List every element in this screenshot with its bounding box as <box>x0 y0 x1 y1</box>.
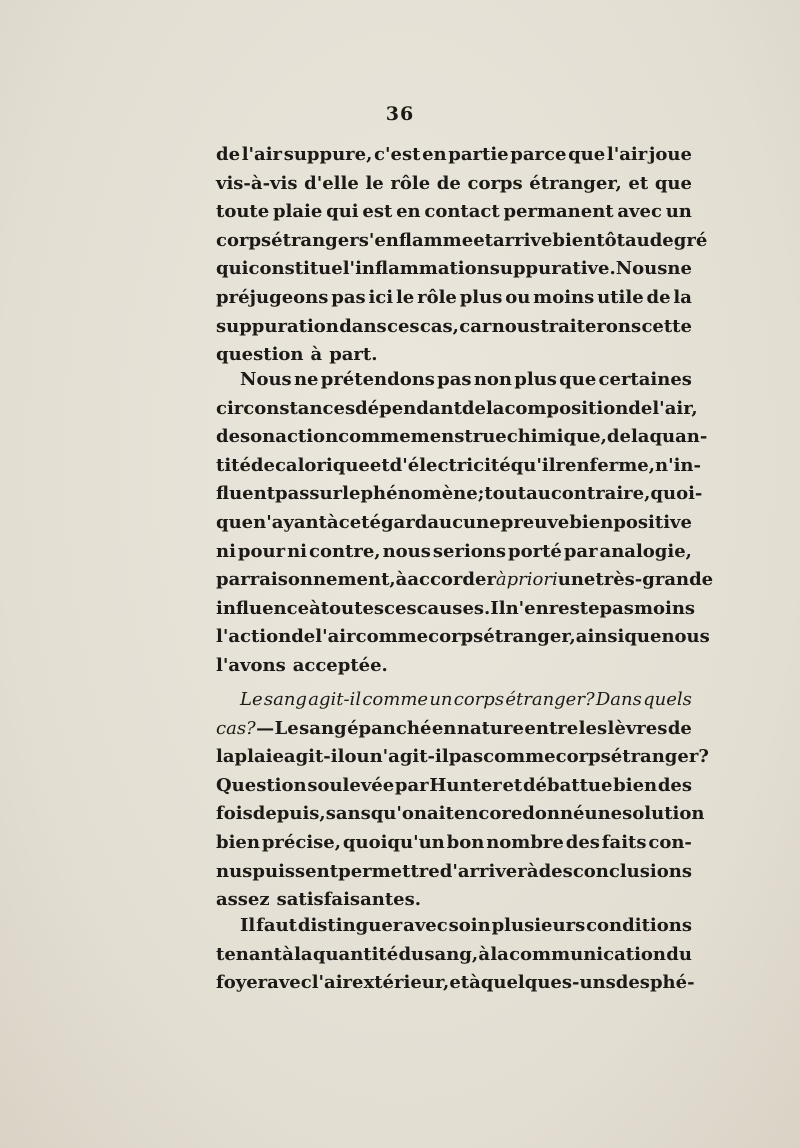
text-line <box>216 715 692 744</box>
word: nous <box>382 540 431 562</box>
word: constitue <box>248 258 343 280</box>
word: en <box>431 717 457 739</box>
word: à <box>478 943 491 965</box>
word: quoi- <box>650 483 703 505</box>
word: sans <box>325 803 371 825</box>
text-line <box>216 313 692 342</box>
word: Nous <box>615 258 668 280</box>
word: avec <box>403 915 448 936</box>
word: nous <box>491 315 541 337</box>
word: que <box>568 144 606 165</box>
text-line <box>216 423 708 452</box>
word: étranger, <box>483 626 576 648</box>
word: corps <box>428 626 484 648</box>
word: moins <box>633 597 696 619</box>
word: de <box>628 397 653 419</box>
text-line <box>216 538 692 567</box>
word: plaie <box>272 201 323 223</box>
word: d'elle <box>304 172 359 194</box>
word: pas <box>448 746 484 768</box>
word: l'inflammation <box>342 258 490 280</box>
word: Hunter <box>429 774 502 796</box>
word: ni <box>216 540 236 562</box>
word: sur <box>309 483 343 505</box>
word: la <box>630 426 650 448</box>
word: tité <box>216 454 251 476</box>
word: bien <box>216 831 260 853</box>
word: la <box>485 397 505 419</box>
text-line <box>216 452 701 481</box>
word: une <box>584 803 623 825</box>
word: porté <box>508 540 562 562</box>
word: rôle <box>417 286 457 308</box>
text-line <box>216 829 692 858</box>
word: de <box>646 286 671 308</box>
word: faits <box>601 831 647 853</box>
word: partie <box>448 144 509 165</box>
word: dépendant <box>355 397 462 419</box>
word: Il <box>240 915 256 936</box>
word: la <box>673 286 692 308</box>
word: avec <box>617 201 662 223</box>
word: précise, <box>261 831 342 853</box>
word: l'action <box>216 626 292 648</box>
text-line <box>216 480 703 509</box>
word: pas <box>331 286 366 308</box>
word: soin <box>448 915 491 936</box>
word: accorder <box>407 569 496 591</box>
word: phé- <box>649 972 695 994</box>
word: un <box>665 201 692 223</box>
text-line <box>216 941 692 970</box>
word: l'air <box>311 972 353 994</box>
word: comme <box>483 746 556 768</box>
word: acceptée. <box>292 654 388 676</box>
word: part. <box>329 344 378 366</box>
text-line <box>216 912 692 941</box>
word: et <box>502 774 523 796</box>
word: de <box>667 717 692 739</box>
word: prétendons <box>320 369 435 390</box>
word: pour <box>237 540 286 562</box>
word: au <box>526 483 551 505</box>
word: Le <box>240 689 263 710</box>
word: reste <box>548 597 600 619</box>
word: n'en <box>505 597 549 619</box>
word: soulevée <box>307 774 395 796</box>
word: comme <box>362 689 429 710</box>
word: que <box>559 369 597 390</box>
word: influence <box>216 597 310 619</box>
paragraph <box>216 912 695 998</box>
word: toutes <box>320 597 385 619</box>
word: serions <box>432 540 507 562</box>
word: préjugeons <box>216 286 329 308</box>
word: permanent <box>503 201 614 223</box>
word: étranger? <box>610 746 709 768</box>
word: chimique, <box>506 426 607 448</box>
word: par <box>216 569 250 591</box>
word: des <box>538 860 573 882</box>
word: conclusions <box>572 860 692 882</box>
word: ne <box>667 258 692 280</box>
word: de <box>461 397 486 419</box>
word: faut <box>256 915 297 936</box>
word: action <box>275 426 339 448</box>
word: foyer <box>216 972 268 994</box>
word: à <box>327 511 339 533</box>
word: quelques-uns <box>480 972 616 994</box>
word: lèvres <box>607 717 668 739</box>
word: qui <box>216 258 249 280</box>
text-line <box>216 969 695 998</box>
word: d'arriver <box>439 860 527 882</box>
word: à <box>309 597 321 619</box>
text-line <box>216 141 692 170</box>
word: fluent <box>216 483 276 505</box>
word: les <box>578 717 608 739</box>
text-line <box>216 227 708 256</box>
word: à <box>310 344 323 366</box>
word: Dans <box>595 689 642 710</box>
word: Le <box>274 717 299 739</box>
word: son <box>240 426 276 448</box>
word: corps <box>467 172 523 194</box>
word: étranger, <box>529 172 622 194</box>
word: du <box>666 943 692 965</box>
word: aucune <box>427 511 501 533</box>
word: nature <box>456 717 524 739</box>
word: bientôt <box>552 229 625 251</box>
word: n'agit-il <box>369 746 449 768</box>
word: ait <box>427 803 454 825</box>
word: vis-à-vis <box>216 172 298 194</box>
word: que <box>624 626 662 648</box>
word: depuis, <box>252 803 326 825</box>
word: comme <box>338 426 411 448</box>
word: égard <box>369 511 428 533</box>
word: certaines <box>598 369 692 390</box>
word: un <box>429 689 453 710</box>
word: quoiqu'un <box>342 831 445 853</box>
word: l'air, <box>652 397 698 419</box>
text-line <box>216 743 709 772</box>
word: que <box>654 172 692 194</box>
word: très-grande <box>595 569 714 591</box>
word: est <box>362 201 393 223</box>
text-line <box>216 284 692 313</box>
word: contact <box>424 201 500 223</box>
word: — <box>256 717 275 739</box>
word: ni <box>287 540 308 562</box>
word: de <box>436 172 461 194</box>
word: fois <box>216 803 253 825</box>
word: suppurative. <box>489 258 616 280</box>
word: ces <box>384 597 417 619</box>
word: assez <box>216 889 270 911</box>
word: cas, <box>419 315 459 337</box>
word: des <box>657 774 692 796</box>
word: suppuration <box>216 315 339 337</box>
paragraph <box>216 366 714 681</box>
word: au <box>624 229 650 251</box>
word: ainsi <box>575 626 625 648</box>
word: par <box>563 540 598 562</box>
word: analogie, <box>599 540 692 562</box>
text-line <box>216 858 692 887</box>
word: Question <box>216 774 307 796</box>
word: conditions <box>586 915 692 936</box>
word: communication <box>509 943 667 965</box>
word: con- <box>648 831 692 853</box>
word: priori <box>506 569 558 591</box>
word: avec <box>267 972 312 994</box>
word: distinguer <box>297 915 403 936</box>
word: circonstances <box>216 397 356 419</box>
word: en <box>396 201 421 223</box>
word: le <box>342 483 361 505</box>
word: c'est <box>374 144 421 165</box>
word: de <box>606 426 631 448</box>
word: ne <box>293 369 319 390</box>
word: de <box>216 426 241 448</box>
text-line <box>216 652 692 681</box>
word: l'air <box>606 144 648 165</box>
word: épanché <box>347 717 432 739</box>
word: une <box>557 569 596 591</box>
word: et <box>473 229 493 251</box>
word: ici <box>368 286 394 308</box>
word: cet <box>338 511 370 533</box>
word: et <box>369 454 390 476</box>
paragraph <box>216 686 709 915</box>
word: ou <box>344 746 370 768</box>
word: le <box>395 286 415 308</box>
text-line <box>216 566 714 595</box>
text-line <box>216 366 692 395</box>
word: que <box>216 511 254 533</box>
word: menstrue <box>410 426 507 448</box>
text-line <box>216 509 692 538</box>
word: donné <box>522 803 585 825</box>
word: à <box>395 569 408 591</box>
word: n'ayant <box>253 511 327 533</box>
text-line <box>216 255 692 284</box>
word: agit-il <box>308 689 362 710</box>
word: parce <box>510 144 567 165</box>
word: le <box>365 172 384 194</box>
word: cas? <box>216 717 256 739</box>
word: calorique <box>274 454 370 476</box>
word: question <box>216 344 304 366</box>
word: à <box>495 569 507 591</box>
text-line <box>216 772 692 801</box>
word: qui <box>326 201 359 223</box>
word: contre, <box>309 540 381 562</box>
word: non <box>473 369 512 390</box>
word: sang <box>299 717 347 739</box>
word: corps <box>453 689 505 710</box>
word: phénomène; <box>360 483 485 505</box>
word: car <box>459 315 492 337</box>
word: raisonnement, <box>249 569 396 591</box>
word: bien <box>613 774 658 796</box>
word: Il <box>490 597 506 619</box>
word: des <box>615 972 650 994</box>
word: pas <box>437 369 472 390</box>
word: l'air <box>241 144 283 165</box>
word: plusieurs <box>491 915 586 936</box>
word: pas <box>275 483 310 505</box>
word: permettre <box>338 860 440 882</box>
word: étranger <box>271 229 359 251</box>
word: la <box>216 746 235 768</box>
word: à <box>282 943 294 965</box>
word: qu'on <box>370 803 427 825</box>
text-line <box>216 686 692 715</box>
word: l'air <box>315 626 356 648</box>
word: et <box>449 972 470 994</box>
word: composition <box>504 397 629 419</box>
word: en <box>422 144 447 165</box>
word: ou <box>505 286 531 308</box>
paragraph <box>216 141 708 370</box>
word: moins <box>533 286 595 308</box>
word: agit-il <box>283 746 345 768</box>
word: positive <box>613 511 692 533</box>
word: nombre <box>486 831 564 853</box>
word: degré <box>649 229 708 251</box>
word: entre <box>524 717 579 739</box>
word: débattue <box>522 774 613 796</box>
word: des <box>565 831 600 853</box>
word: puissent <box>252 860 339 882</box>
word: causes. <box>416 597 491 619</box>
word: cette <box>641 315 692 337</box>
word: sang <box>263 689 307 710</box>
word: bon <box>446 831 485 853</box>
word: rôle <box>390 172 431 194</box>
word: joue <box>648 144 692 165</box>
word: de <box>250 454 275 476</box>
word: corps <box>216 229 272 251</box>
word: n'in- <box>655 454 701 476</box>
word: encore <box>453 803 523 825</box>
word: plaie <box>234 746 284 768</box>
word: la <box>490 943 509 965</box>
word: satisfaisantes. <box>276 889 421 911</box>
word: arrive <box>492 229 553 251</box>
word: plus <box>514 369 557 390</box>
word: la <box>294 943 313 965</box>
word: dans <box>339 315 387 337</box>
word: l'avons <box>216 654 286 676</box>
word: de <box>216 144 241 165</box>
word: traiterons <box>540 315 642 337</box>
word: toute <box>216 201 270 223</box>
word: contraire, <box>550 483 651 505</box>
word: de <box>291 626 316 648</box>
word: à <box>526 860 539 882</box>
word: et <box>628 172 649 194</box>
text-line <box>216 595 696 624</box>
word: ces <box>387 315 420 337</box>
word: quan- <box>649 426 708 448</box>
word: quantité <box>312 943 399 965</box>
word: extérieur, <box>352 972 450 994</box>
word: solution <box>622 803 705 825</box>
word: tout <box>484 483 527 505</box>
page-number: 36 <box>385 103 415 125</box>
text-line <box>216 198 692 227</box>
word: nous <box>661 626 710 648</box>
word: suppure, <box>283 144 373 165</box>
word: étranger? <box>505 689 595 710</box>
word: renferme, <box>555 454 655 476</box>
text-line <box>216 800 705 829</box>
word: sang, <box>424 943 479 965</box>
word: nus <box>216 860 253 882</box>
text-line <box>216 395 698 424</box>
word: par <box>394 774 429 796</box>
word: quels <box>643 689 692 710</box>
word: comme <box>355 626 429 648</box>
word: corps <box>555 746 611 768</box>
word: utile <box>597 286 644 308</box>
text-line <box>216 170 692 199</box>
word: bien <box>569 511 614 533</box>
word: plus <box>459 286 503 308</box>
word: preuve <box>500 511 570 533</box>
word: tenant <box>216 943 282 965</box>
word: pas <box>599 597 634 619</box>
word: qu'il <box>510 454 556 476</box>
word: du <box>398 943 425 965</box>
text-line <box>216 886 692 915</box>
word: Nous <box>240 369 292 390</box>
word: d'électricité <box>389 454 511 476</box>
word: s'enflamme <box>358 229 474 251</box>
text-line <box>216 623 710 652</box>
word: à <box>469 972 481 994</box>
